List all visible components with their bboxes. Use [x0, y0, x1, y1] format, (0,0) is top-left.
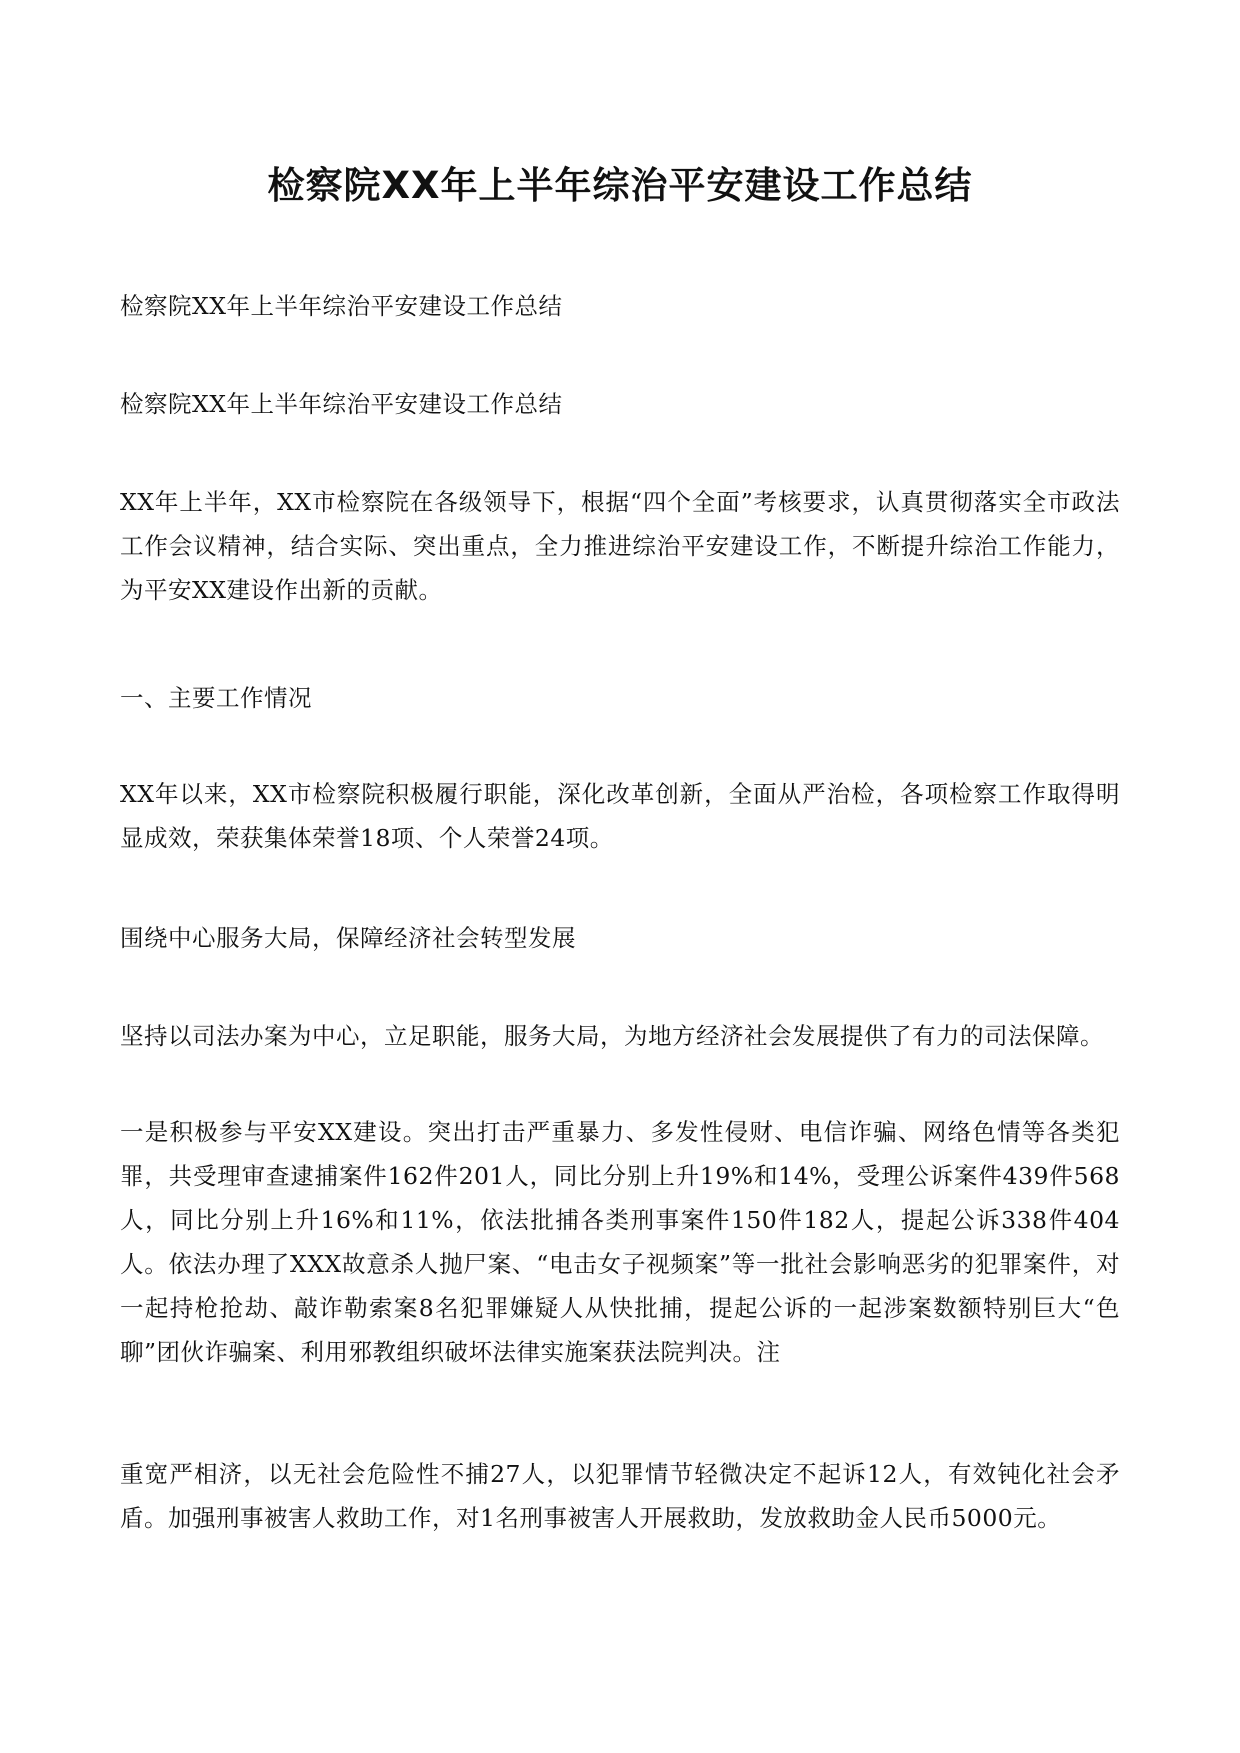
intro-paragraph: XX年上半年，XX市检察院在各级领导下，根据“四个全面”考核要求，认真贯彻落实全市政法工作会议精神，结合实际、突出重点，全力推进综治平安建设工作，不断提升综治工作能力，为平安XX建设作出新的贡献。	[120, 488, 1120, 604]
subtitle-repeat-1: 检察院XX年上半年综治平安建设工作总结	[120, 292, 563, 320]
overview-paragraph: XX年以来，XX市检察院积极履行职能，深化改革创新，全面从严治检，各项检察工作取得明显成效，荣获集体荣誉18项、个人荣誉24项。	[120, 780, 1120, 852]
subsection-heading: 围绕中心服务大局，保障经济社会转型发展	[120, 924, 576, 952]
item-one-paragraph: 一是积极参与平安XX建设。突出打击严重暴力、多发性侵财、电信诈骗、网络色情等各类犯罪，共受理审查逮捕案件162件201人，同比分别上升19%和14%，受理公诉案件439件568人，同比分别上升16%和11%，依法批捕各类刑事案件150件182人，提起公诉338件404人。依法办理了XXX故意杀人抛尸案、“电击女子视频案”等一批社会影响恶劣的犯罪案件，对一起持枪抢劫、敲诈勒索案8名犯罪嫌疑人从快批捕，提起公诉的一起涉案数额特别巨大“色聊”团伙诈骗案、利用邪教组织破坏法律实施案获法院判决。注	[120, 1118, 1120, 1366]
focus-paragraph: 坚持以司法办案为中心，立足职能，服务大局，为地方经济社会发展提供了有力的司法保障。	[120, 1022, 1104, 1050]
item-two-paragraph: 重宽严相济，以无社会危险性不捕27人，以犯罪情节轻微决定不起诉12人，有效钝化社会矛盾。加强刑事被害人救助工作，对1名刑事被害人开展救助，发放救助金人民币5000元。	[120, 1460, 1120, 1532]
section-heading: 一、主要工作情况	[120, 684, 312, 712]
subtitle-repeat-2: 检察院XX年上半年综治平安建设工作总结	[120, 390, 563, 418]
document-title: 检察院XX年上半年综治平安建设工作总结	[267, 164, 973, 207]
